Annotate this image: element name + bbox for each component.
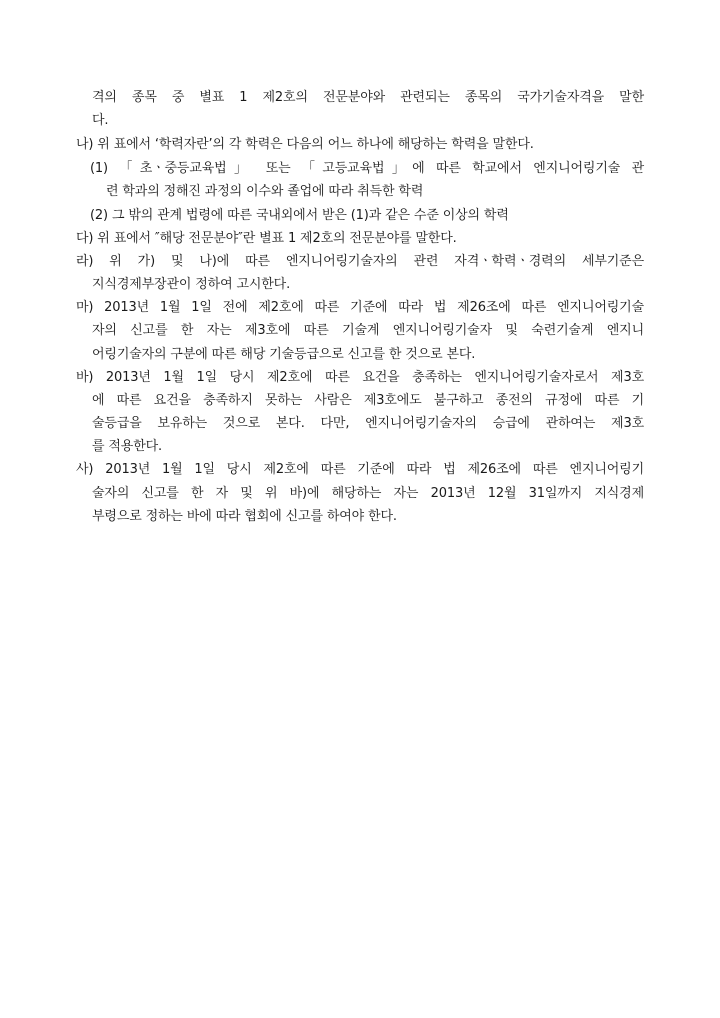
text-line: 에 따른 요건을 충족하지 못하는 사람은 제3호에도 불구하고 종전의 규정에 따른 기 bbox=[92, 393, 644, 408]
text-line: 어링기술자의 구분에 따른 해당 기술등급으로 신고를 한 것으로 본다. bbox=[92, 347, 476, 362]
text-line: 부령으로 정하는 바에 따라 협회에 신고를 하여야 한다. bbox=[92, 509, 397, 524]
text-line: 술등급을 보유하는 것으로 본다. 다만, 엔지니어링기술자의 승급에 관하여는 제3호 bbox=[92, 416, 644, 431]
item-ma: 마) 2013년 1월 1일 전에 제2호에 따른 기준에 따라 법 제26조에 따른 엔지니어링기술 bbox=[76, 300, 644, 315]
item-da: 다) 위 표에서 ″해당 전문분야″란 별표 1 제2호의 전문분야를 말한다. bbox=[76, 231, 457, 246]
text-line: 련 학과의 정해진 과정의 이수와 졸업에 따라 취득한 학력 bbox=[106, 184, 424, 199]
item-ra: 라) 위 가) 및 나)에 따른 엔지니어링기술자의 관련 자격ㆍ학력ㆍ경력의 세부기준은 bbox=[76, 254, 644, 269]
subitem-1: (1) 「초ㆍ중등교육법」 또는 「고등교육법」에 따른 학교에서 엔지니어링기술 관 bbox=[90, 161, 644, 176]
text-line: 다. bbox=[92, 113, 109, 128]
item-ba: 바) 2013년 1월 1일 당시 제2호에 따른 요건을 충족하는 엔지니어링기술자로서 제3호 bbox=[76, 370, 644, 385]
text-line: 격의 종목 중 별표 1 제2호의 전문분야와 관련되는 종목의 국가기술자격을 말한 bbox=[92, 90, 644, 105]
text-line: 지식경제부장관이 정하여 고시한다. bbox=[92, 277, 291, 292]
item-sa: 사) 2013년 1월 1일 당시 제2호에 따른 기준에 따라 법 제26조에 따른 엔지니어링기 bbox=[76, 462, 644, 477]
text-line: 를 적용한다. bbox=[92, 439, 163, 454]
text-line: 술자의 신고를 한 자 및 위 바)에 해당하는 자는 2013년 12월 31일까지 지식경제 bbox=[92, 486, 644, 501]
text-line: 자의 신고를 한 자는 제3호에 따른 기술계 엔지니어링기술자 및 숙련기술계 엔지니 bbox=[92, 323, 644, 338]
item-na: 나) 위 표에서 ‘학력자란’의 각 학력은 다음의 어느 하나에 해당하는 학력을 말한다. bbox=[76, 137, 534, 152]
subitem-2: (2) 그 밖의 관계 법령에 따른 국내외에서 받은 (1)과 같은 수준 이상의 학력 bbox=[90, 208, 509, 223]
